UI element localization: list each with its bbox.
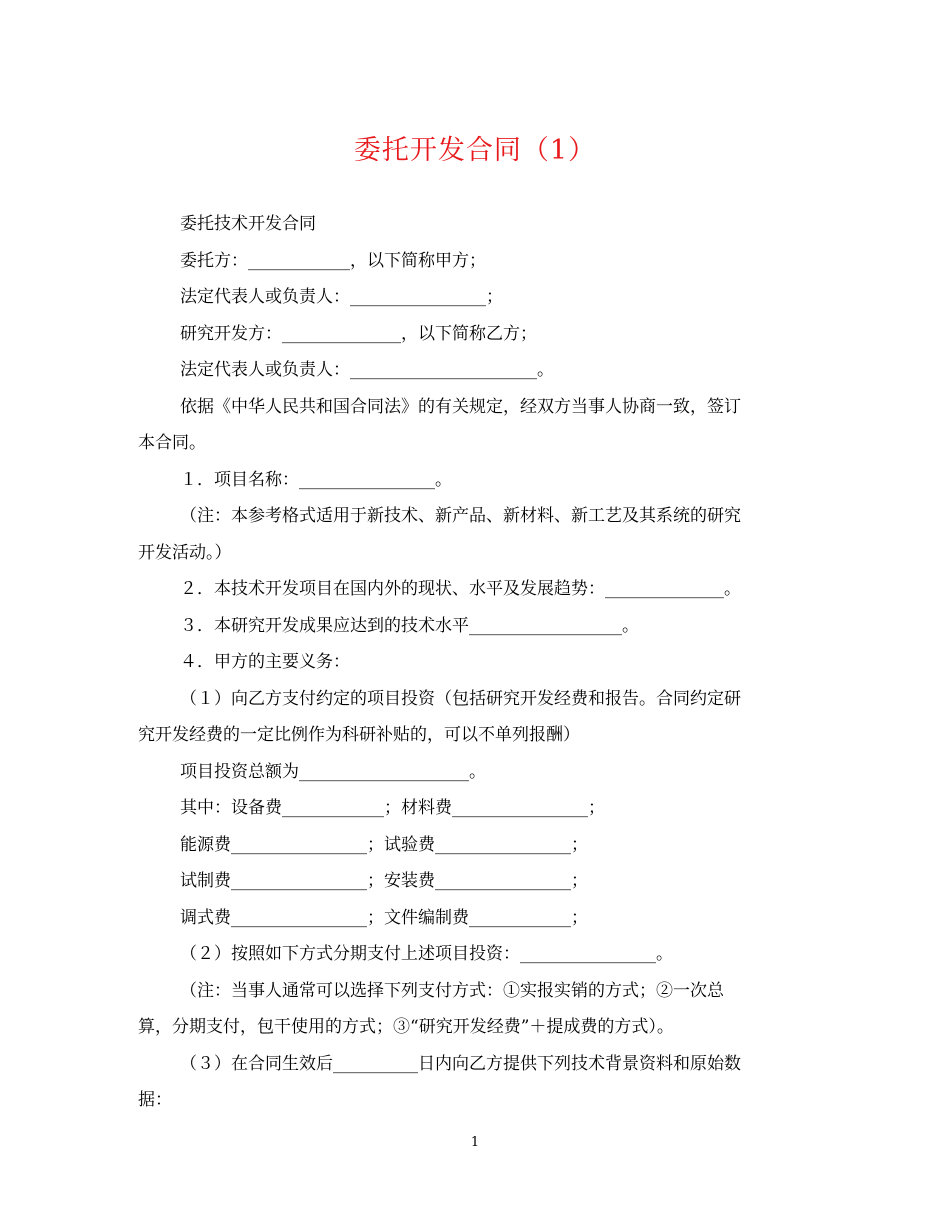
installment-payment-line: （２）按照如下方式分期支付上述项目投资：________________。 xyxy=(180,944,673,964)
background-data-paragraph: （３）在合同生效后__________日内向乙方提供下列技术背景资料和原始数 据： xyxy=(138,1053,741,1110)
page-number: 1 xyxy=(470,1135,480,1150)
project-name-line: １．项目名称：________________。 xyxy=(180,469,452,490)
total-investment-line: 项目投资总额为____________________。 xyxy=(180,761,486,782)
client-representative-line: 法定代表人或负责人：________________； xyxy=(180,287,503,307)
contract-subtitle: 委托技术开发合同 xyxy=(180,214,316,234)
cost-breakdown-line-2: 能源费________________；试验费________________； xyxy=(180,834,588,855)
tech-level-line: ３．本研究开发成果应达到的技术水平__________________。 xyxy=(180,615,639,636)
payment-methods-note-paragraph: （注：当事人通常可以选择下列支付方式：①实报实销的方式；②一次总 算，分期支付，包干使用的方式；③“研究开发经费”＋提成费的方式）。 xyxy=(138,980,724,1037)
payment-obligation-paragraph: （１）向乙方支付约定的项目投资（包括研究开发经费和报告。合同约定研 究开发经费的一定比例作为科研补贴的，可以不单列报酬） xyxy=(138,688,741,745)
document-title: 委托开发合同（1） xyxy=(353,135,597,166)
cost-breakdown-line-4: 调式费________________；文件编制费____________； xyxy=(180,907,588,928)
cost-breakdown-line-1: 其中：设备费____________；材料费________________； xyxy=(180,798,605,818)
developer-party-line: 研究开发方：______________，以下简称乙方； xyxy=(180,323,537,344)
developer-representative-line: 法定代表人或负责人：______________________。 xyxy=(180,360,554,380)
client-obligations-heading: ４．甲方的主要义务： xyxy=(180,652,350,672)
cost-breakdown-line-3: 试制费________________；安装费________________； xyxy=(180,871,588,891)
client-party-line: 委托方：____________，以下简称甲方； xyxy=(180,250,486,271)
scope-note-paragraph: （注：本参考格式适用于新技术、新产品、新材料、新工艺及其系统的研究 开发活动。） xyxy=(138,506,741,563)
status-trend-line: ２．本技术开发项目在国内外的现状、水平及发展趋势：______________。 xyxy=(180,579,741,599)
document-body xyxy=(138,206,800,1119)
legal-basis-paragraph: 依据《中华人民共和国合同法》的有关规定，经双方当事人协商一致，签订 本合同。 xyxy=(138,396,741,453)
